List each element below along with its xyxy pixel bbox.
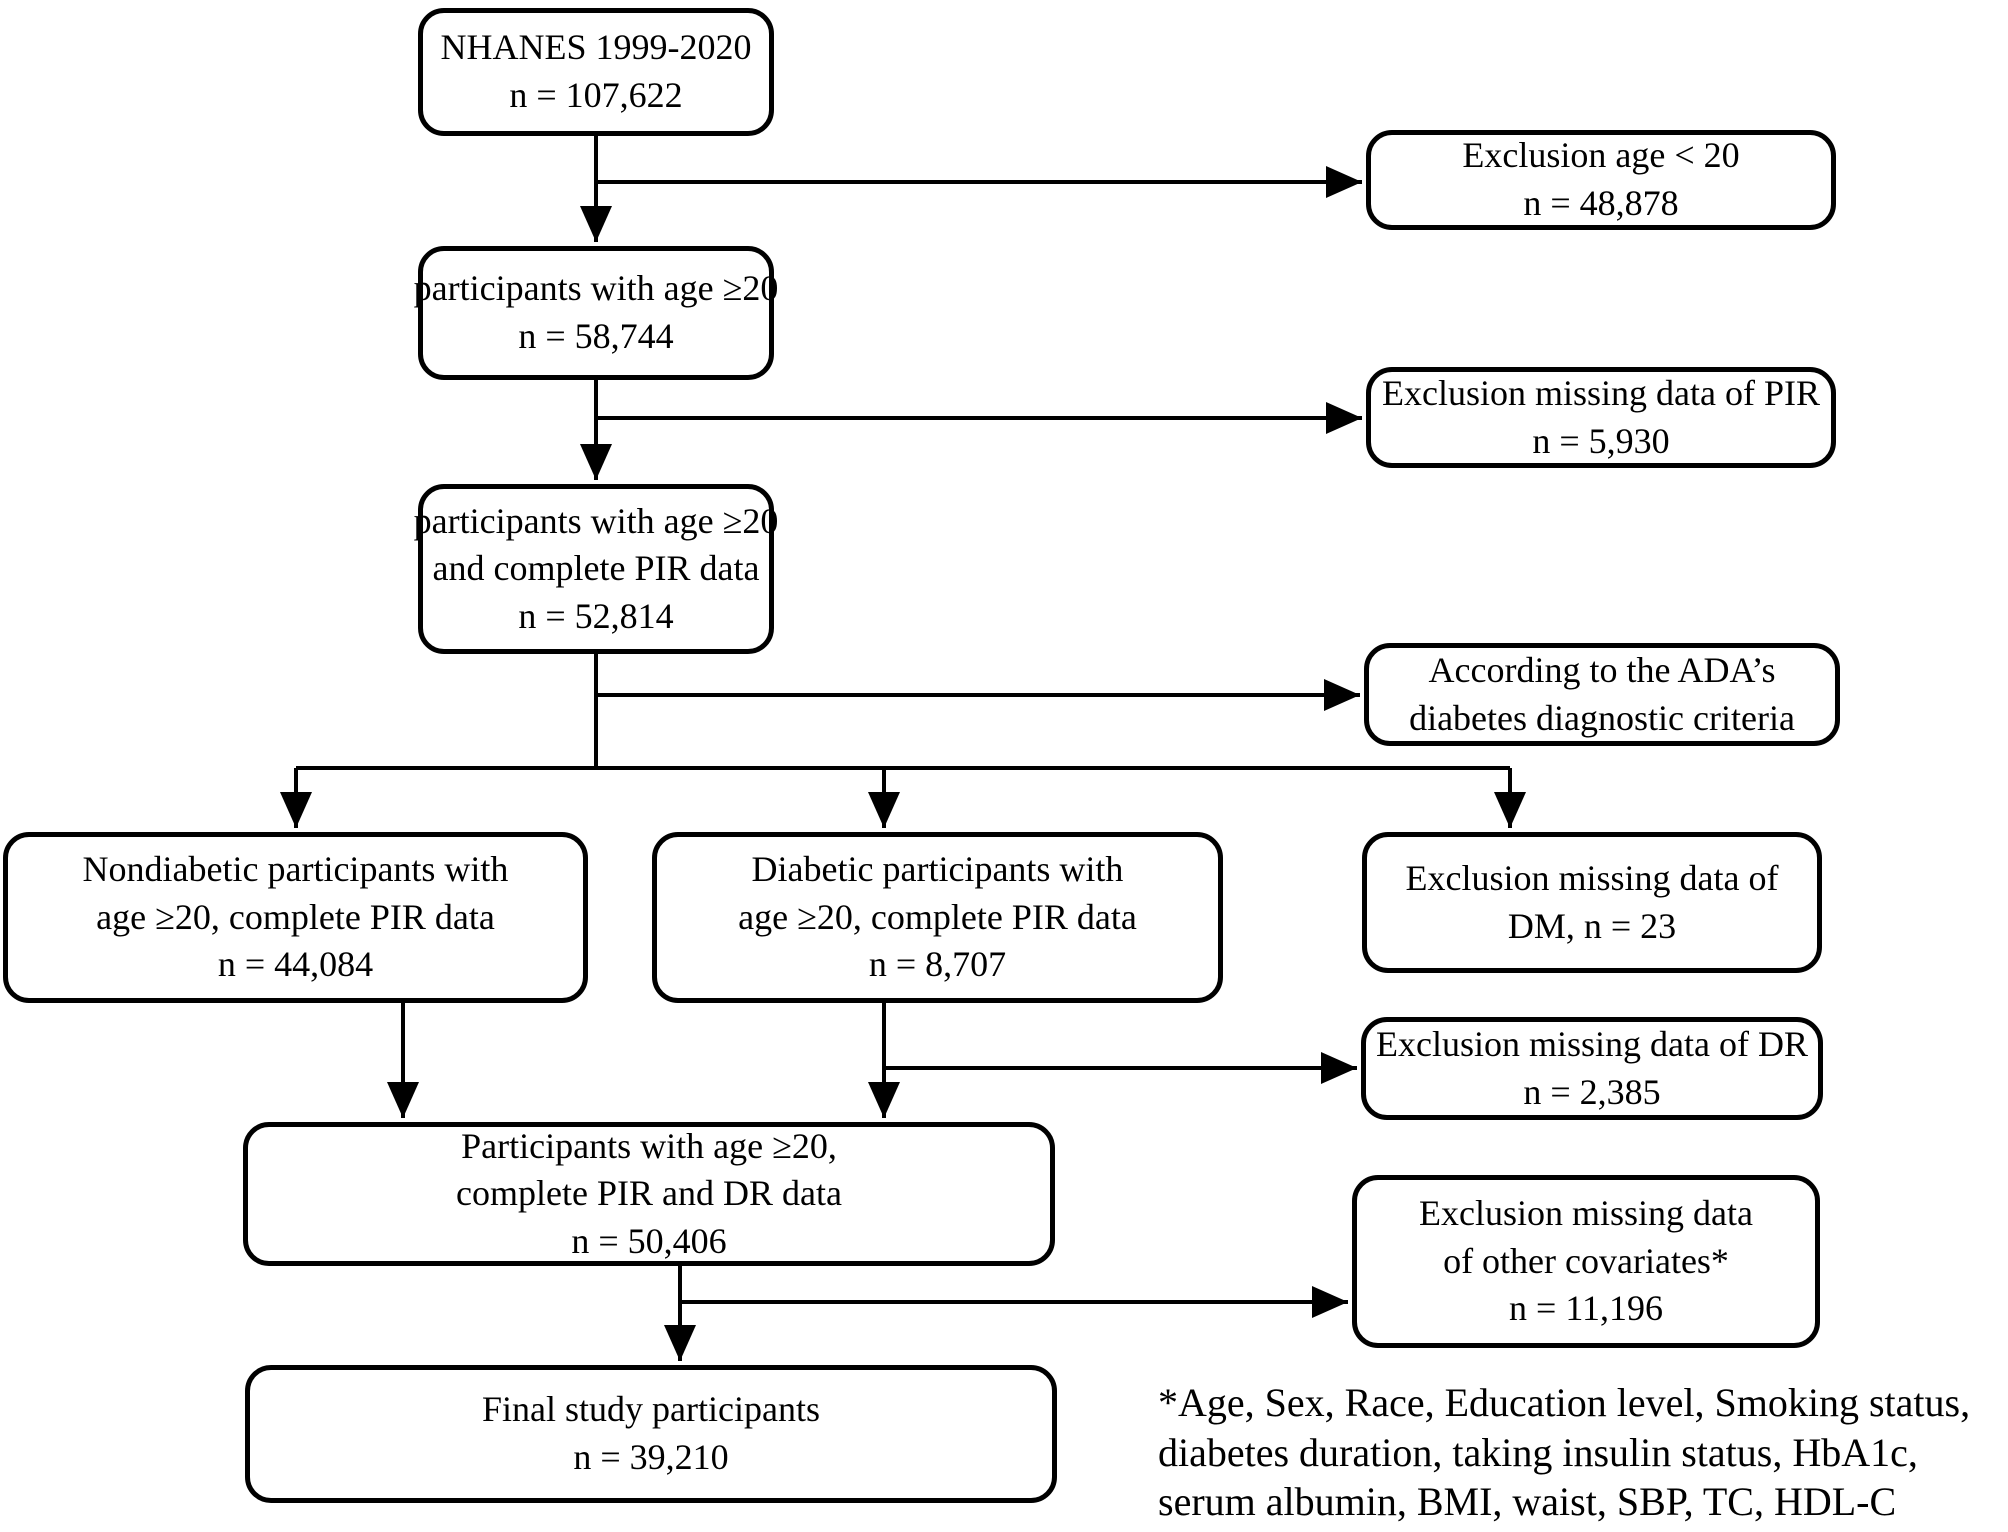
- box-nondiabetic-line2: age ≥20, complete PIR data: [96, 896, 495, 937]
- box-final: [245, 1365, 1057, 1503]
- box-pir-dr-line1: Participants with age ≥20,: [461, 1125, 837, 1166]
- box-exclusion-covariates-count: n = 11,196: [1509, 1288, 1663, 1329]
- box-nondiabetic: [3, 832, 588, 1003]
- box-diabetic-line2: age ≥20, complete PIR data: [738, 896, 1137, 937]
- box-nhanes: [418, 8, 774, 136]
- box-nhanes-title: NHANES 1999-2020: [440, 27, 752, 68]
- box-exclusion-dr: [1361, 1017, 1823, 1120]
- footnote-line1: *Age, Sex, Race, Education level, Smoking status,: [1158, 1380, 1971, 1425]
- box-exclusion-covariates-line2: of other covariates*: [1443, 1240, 1729, 1281]
- box-exclusion-pir-title: Exclusion missing data of PIR: [1382, 372, 1820, 413]
- footnote-line2: diabetes duration, taking insulin status, HbA1c,: [1158, 1429, 1918, 1475]
- box-ada-line1: According to the ADA’s: [1428, 649, 1776, 690]
- box-ada-line2: diabetes diagnostic criteria: [1409, 697, 1795, 738]
- box-exclusion-pir: [1366, 367, 1836, 468]
- box-pir-dr-count: n = 50,406: [571, 1220, 727, 1261]
- box-exclusion-age-title: Exclusion age < 20: [1462, 135, 1740, 176]
- box-final-count: n = 39,210: [573, 1437, 729, 1477]
- box-exclusion-dm: [1362, 832, 1822, 973]
- box-exclusion-dm-line1: Exclusion missing data of: [1405, 857, 1779, 898]
- box-diabetic: [652, 832, 1223, 1003]
- box-pir-dr-line2: complete PIR and DR data: [456, 1173, 842, 1214]
- box-final-title: Final study participants: [482, 1389, 820, 1430]
- box-exclusion-covariates: [1352, 1175, 1820, 1348]
- box-exclusion-dr-title: Exclusion missing data of DR: [1376, 1023, 1808, 1064]
- box-age20: [413, 246, 779, 380]
- box-diabetic-count: n = 8,707: [868, 944, 1007, 985]
- box-age20-pir-line2: and complete PIR data: [432, 548, 760, 589]
- box-nondiabetic-count: n = 44,084: [217, 944, 374, 985]
- box-age20-title: participants with age ≥20: [413, 268, 779, 309]
- box-exclusion-pir-count: n = 5,930: [1532, 420, 1670, 461]
- box-age20-count: n = 58,744: [518, 316, 674, 356]
- box-age20-pir: [413, 484, 779, 654]
- box-nhanes-count: n = 107,622: [509, 75, 683, 115]
- box-age20-pir-line1: participants with age ≥20: [413, 500, 779, 541]
- box-exclusion-dm-count: DM, n = 23: [1507, 905, 1677, 946]
- box-nondiabetic-line1: Nondiabetic participants with: [82, 849, 509, 890]
- box-pir-dr: [243, 1122, 1055, 1266]
- box-age20-pir-count: n = 52,814: [518, 595, 674, 636]
- covariates-footnote: [1158, 1378, 1970, 1527]
- box-exclusion-dr-count: n = 2,385: [1523, 1071, 1661, 1112]
- box-exclusion-covariates-line1: Exclusion missing data: [1419, 1193, 1753, 1234]
- box-exclusion-age: [1366, 130, 1836, 230]
- footnote-line3: serum albumin, BMI, waist, SBP, TC, HDL-C: [1158, 1479, 1897, 1525]
- box-ada-criteria: [1364, 643, 1840, 746]
- box-diabetic-line1: Diabetic participants with: [751, 849, 1124, 890]
- box-exclusion-age-count: n = 48,878: [1523, 183, 1679, 223]
